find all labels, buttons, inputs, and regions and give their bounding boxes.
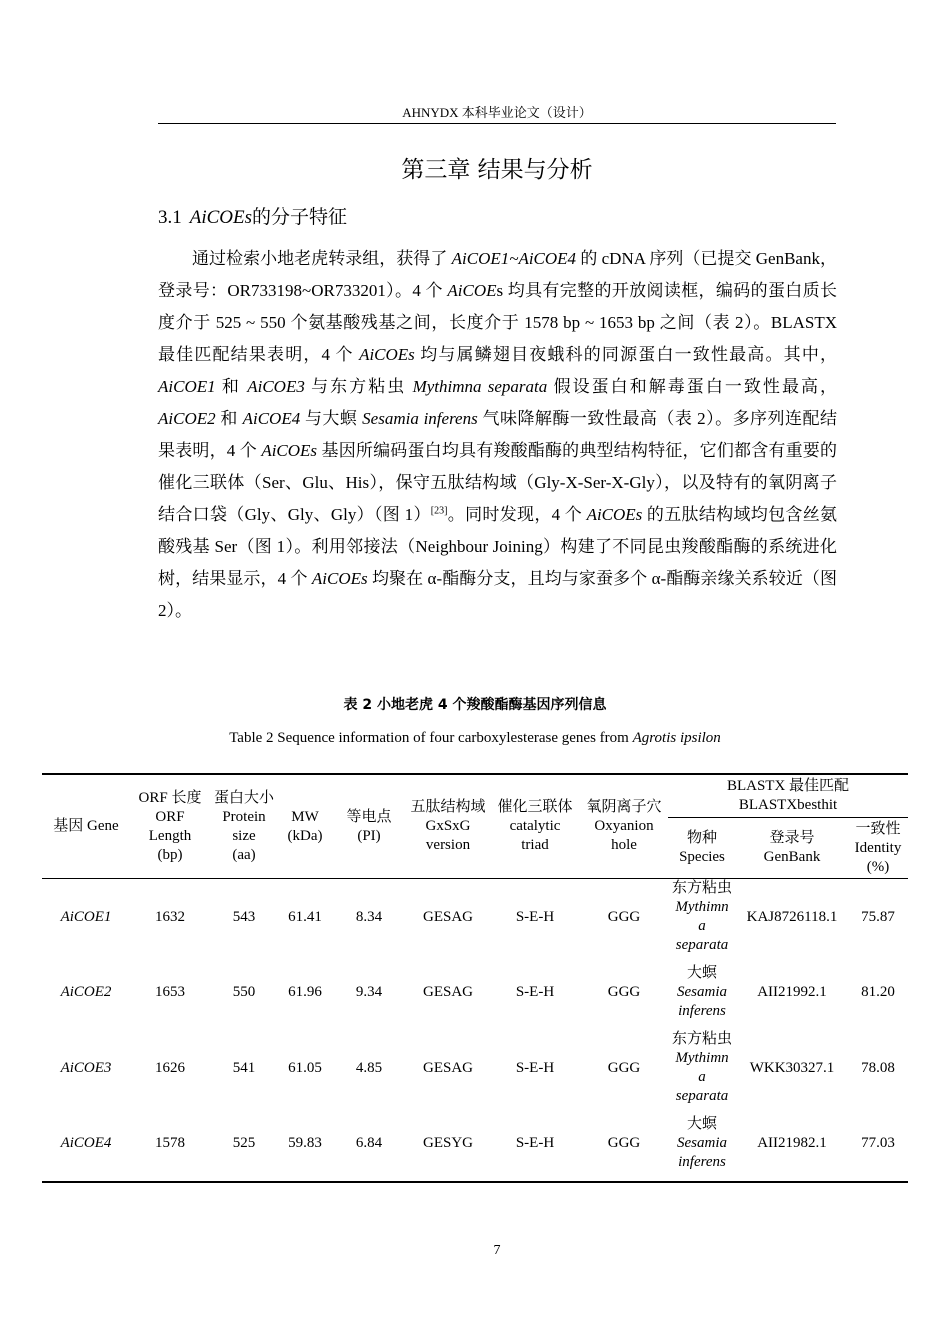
species-cell: 东方粘虫 Mythimn a separata	[671, 880, 732, 953]
table-caption-cn: 表 2 小地老虎 4 个羧酸酯酶基因序列信息	[343, 697, 607, 713]
table-row: AiCOE3 1626 541 61.05 4.85 GESAG S-E-H GGG 东方粘虫 Mythimn a separata WKK30327.1 78.08	[60, 1031, 895, 1104]
header-rule	[158, 123, 836, 124]
section-number: 3.1	[158, 207, 182, 228]
header-accession: 登录号 GenBank	[763, 830, 821, 865]
sequence-info-table	[42, 773, 908, 1183]
species-cell: 东方粘虫 Mythimn a separata	[671, 1031, 732, 1104]
header-pentapeptide: 五肽结构域 GxSxG version	[410, 799, 486, 853]
table-row: AiCOE4 1578 525 59.83 6.84 GESYG S-E-H GGG 大螟 Sesamia inferens AII21982.1 77.03	[42, 1106, 908, 1182]
table-row: AiCOE2 1653 550 61.96 9.34 GESAG S-E-H GGG 大螟 Sesamia inferens AII21992.1 81.20	[42, 955, 908, 1030]
header-orf: ORF 长度 ORF Length (bp)	[138, 789, 202, 863]
header-species: 物种 Species	[679, 830, 725, 865]
section-title-italic: AiCOEs	[189, 207, 253, 228]
citation-ref: [23]	[430, 505, 448, 517]
header-mw: MW (kDa)	[287, 808, 323, 844]
header-identity: 一致性 Identity (%)	[854, 820, 902, 875]
page-number: 7	[493, 1243, 501, 1258]
header-protein: 蛋白大小 Protein size (aa)	[213, 789, 274, 863]
running-header: AHNYDX 本科毕业论文（设计）	[402, 105, 592, 120]
header-pi: 等电点 (PI)	[346, 808, 392, 844]
body-paragraph: 通过检索小地老虎转录组，获得了 AiCOE1~AiCOE4 的 cDNA 序列（已提交 GenBank，登录号：OR733198~OR733201）。4 个 AiCOEs 均具有完整的开放阅读框，编码的蛋白质长度介于 525 ~ 550 个氨基酸残基之间，长度介于 1578 bp ~ 1653 bp 之间（表 2）。BLASTX 最佳匹配结果表明，4 个 AiCOEs 均与属鳞翅目夜蛾科的同源蛋白一致性最高。其中，AiCOE1 和 AiCOE3 与东方粘虫 Mythimna separata 假设蛋白和解毒蛋白一致性最高，AiCOE2 和 AiCOE4 与大螟 Sesamia inferens 气味降解酶一致性最高（表 2）。多序列连配结果表明，4 个 AiCOEs 基因所编码蛋白均具有羧酸酯酶的典型结构特征，它们都含有重要的催化三联体（Ser、Glu、His），保守五肽结构域（Gly-X-Ser-X-Gly），以及特有的氧阴离子结合口袋（Gly、Gly、Gly）（图 1）[23]。同时发现，4 个 AiCOEs 的五肽结构域均包含丝氨酸残基 Ser（图 1）。利用邻接法（Neighbour Joining）构建了不同昆虫羧酸酯酶的系统进化树，结果显示，4 个 AiCOEs 均聚在 α-酯酶分支，且均与家蚕多个 α-酯酶亲缘关系较近（图 2）。	[158, 249, 838, 620]
header-gene: 基因 Gene	[53, 818, 119, 834]
table-caption-en: Table 2 Sequence information of four carboxylesterase genes from Agrotis ipsilon	[229, 730, 721, 746]
section-title	[158, 203, 347, 232]
species-cell: 大螟 Sesamia inferens	[677, 965, 727, 1019]
section-title-rest: 的分子特征	[252, 206, 348, 228]
chapter-title: 第三章 结果与分析	[401, 157, 593, 183]
header-blastx-group: BLASTX 最佳匹配 BLASTXbesthit	[668, 774, 908, 818]
species-cell: 大螟 Sesamia inferens	[677, 1116, 727, 1170]
header-oxyanion: 氧阴离子穴 Oxyanion hole	[586, 799, 662, 853]
header-triad: 催化三联体 catalytic triad	[497, 799, 573, 853]
table-row: AiCOE1 1632 543 61.41 8.34 GESAG S-E-H GGG 东方粘虫 Mythimn a separata KAJ8726118.1 75.87	[60, 880, 895, 953]
